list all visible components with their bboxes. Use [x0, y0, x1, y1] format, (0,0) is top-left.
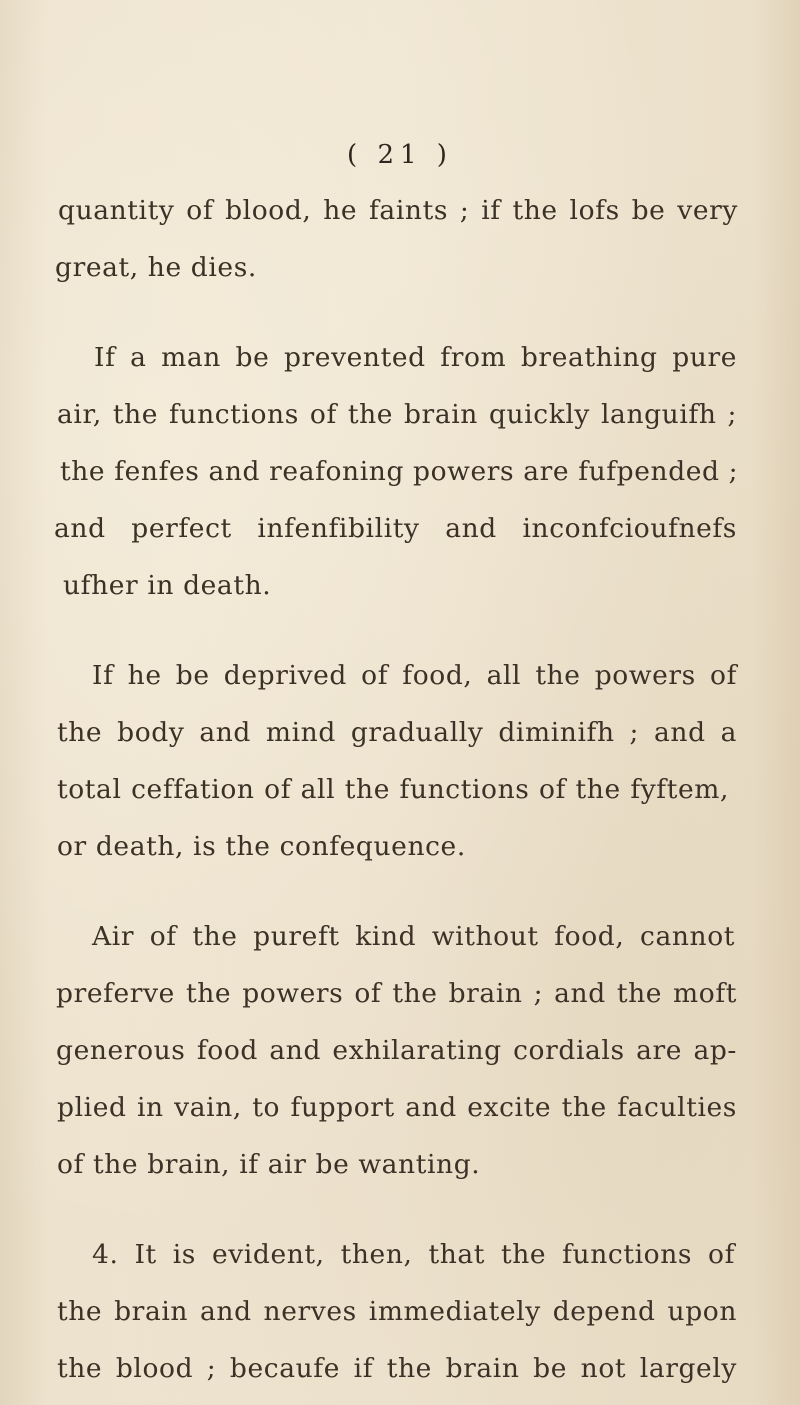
text-line: Air of the pureft kind without food, cannot — [92, 921, 735, 952]
text-line: air, the functions of the brain quickly languifh ; — [57, 399, 737, 430]
text-line: the blood ; becaufe if the brain be not largely — [57, 1353, 737, 1384]
text-line: generous food and exhilarating cordials are ap- — [56, 1035, 737, 1066]
text-line: and perfect infenfibility and inconfcioufnefs — [54, 513, 737, 544]
text-line: 4. It is evident, then, that the functions of — [92, 1239, 735, 1270]
text-line: preferve the powers of the brain ; and the moft — [56, 978, 737, 1009]
page-number: ( 21 ) — [347, 140, 453, 170]
text-line: ufher in death. — [63, 570, 272, 601]
text-line: total ceffation of all the functions of the fyftem, — [57, 774, 729, 805]
text-line: the body and mind gradually diminifh ; and a — [57, 717, 737, 748]
text-line: or death, is the confequence. — [57, 831, 466, 862]
text-line: the brain and nerves immediately depend upon — [57, 1296, 737, 1327]
text-line: quantity of blood, he faints ; if the lofs be very — [58, 195, 738, 226]
text-line: plied in vain, to fupport and excite the faculties — [57, 1092, 737, 1123]
text-line: If he be deprived of food, all the powers of — [92, 660, 737, 691]
text-line: great, he dies. — [55, 252, 257, 283]
text-line: If a man be prevented from breathing pure — [94, 342, 737, 373]
text-line: the fenfes and reafoning powers are fufpended ; — [60, 456, 739, 487]
text-line: of the brain, if air be wanting. — [57, 1149, 481, 1180]
